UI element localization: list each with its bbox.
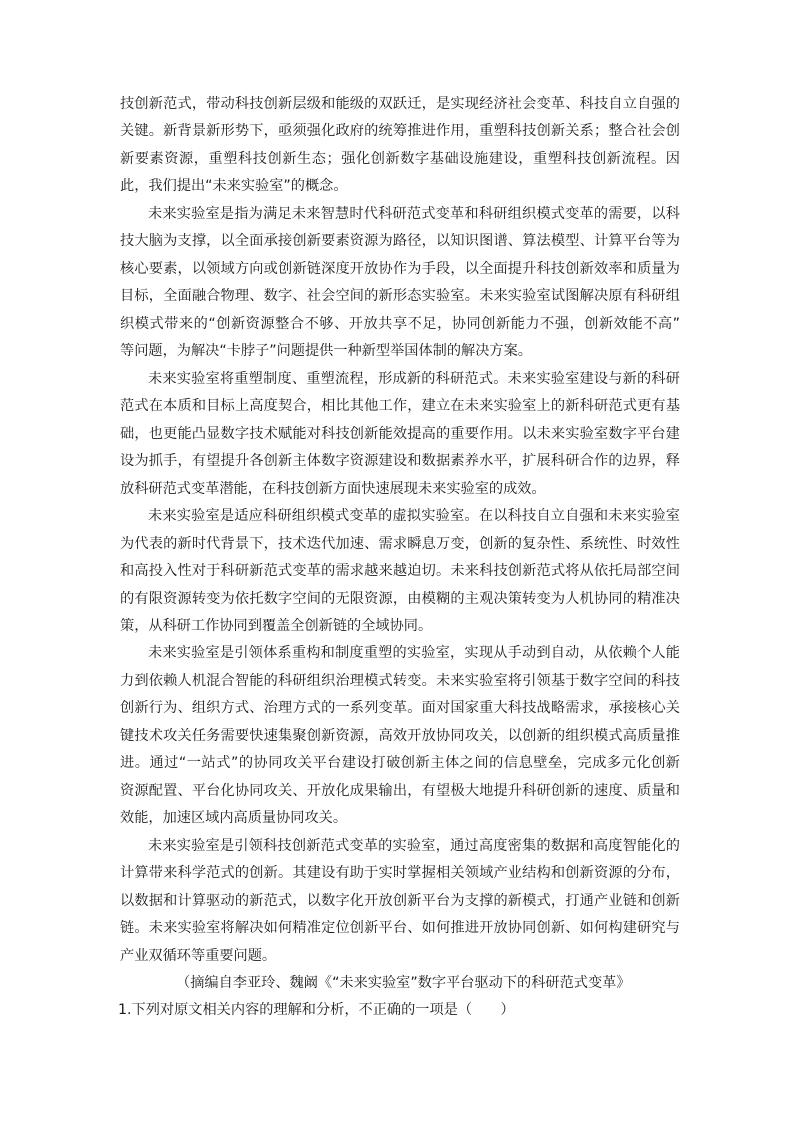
question-text: 1.下列对原文相关内容的理解和分析，不正确的一项是（ ） (118, 1002, 515, 1018)
text-line: 此，我们提出“未来实验室”的概念。 (120, 178, 348, 194)
text-line: 目标，全面融合物理、数字、社会空间的新形态实验室。未来实验室试图解决原有科研组 (120, 288, 680, 304)
text-line: 设为抓手，有望提升各创新主体数字资源建设和数据素养水平，扩展科研合作的边界，释 (120, 453, 680, 469)
text-line: 关键。新背景新形势下，亟须强化政府的统筹推进作用，重塑科技创新关系；整合社会创 (120, 123, 680, 139)
text-line: 技创新范式，带动科技创新层级和能级的双跃迁，是实现经济社会变革、科技自立自强的 (120, 96, 680, 112)
text-line: 新要素资源，重塑科技创新生态；强化创新数字基础设施建设，重塑科技创新流程。因 (120, 151, 680, 167)
text-line: 未来实验室是指为满足未来智慧时代科研范式变革和科研组织模式变革的需要，以科 (148, 206, 680, 222)
text-line: 等问题，为解决“卡脖子”问题提供一种新型举国体制的解决方案。 (120, 343, 532, 359)
text-line: 资源配置、平台化协同攻关、开放化成果输出，有望极大地提升科研创新的速度、质量和 (120, 783, 680, 799)
text-line: 技大脑为支撑，以全面承接创新要素资源为路径，以知识图谱、算法模型、计算平台等为 (120, 233, 680, 249)
text-line: 计算带来科学范式的创新。其建设有助于实时掌握相关领域产业结构和创新资源的分布， (120, 865, 680, 881)
text-line: 创新行为、组织方式、治理方式的一系列变革。面对国家重大科技战略需求，承接核心关 (120, 700, 680, 716)
text-line: 和高投入性对于科研新范式变革的需求越来越迫切。未来科技创新范式将从依托局部空间 (120, 563, 680, 579)
text-line: 为代表的新时代背景下，技术迭代加速、需求瞬息万变，创新的复杂性、系统性、时效性 (120, 536, 680, 552)
text-line: 未来实验室将重塑制度、重塑流程，形成新的科研范式。未来实验室建设与新的科研 (148, 371, 680, 387)
text-line: 键技术攻关任务需要快速集聚创新资源，高效开放协同攻关，以创新的组织模式高质量推 (120, 728, 680, 744)
text-line: 未来实验室是适应科研组织模式变革的虚拟实验室。在以科技自立自强和未来实验室 (148, 508, 680, 524)
text-line: 进。通过“一站式”的协同攻关平台建设打破创新主体之间的信息壁垒，完成多元化创新 (120, 755, 680, 771)
text-line: 放科研范式变革潜能，在科技创新方面快速展现未来实验室的成效。 (120, 481, 546, 497)
text-line: 以数据和计算驱动的新范式，以数字化开放创新平台为支撑的新模式，打通产业链和创新 (120, 893, 680, 909)
text-line: 织模式带来的“创新资源整合不够、开放共享不足，协同创新能力不强，创新效能不高” (120, 316, 680, 332)
text-line: 未来实验室是引领体系重构和制度重塑的实验室，实现从手动到自动，从依赖个人能 (148, 645, 680, 661)
text-line: 效能，加速区域内高质量协同攻关。 (120, 810, 348, 826)
text-line: 的有限资源转变为依托数字空间的无限资源，由模糊的主观决策转变为人机协同的精准决 (120, 591, 680, 607)
text-line: 策，从科研工作协同到覆盖全创新链的全域协同。 (120, 618, 433, 634)
text-line: 力到依赖人机混合智能的科研组织治理模式转变。未来实验室将引领基于数字空间的科技 (120, 673, 680, 689)
text-line: 未来实验室是引领科技创新范式变革的实验室，通过高度密集的数据和高度智能化的 (148, 838, 680, 854)
text-line: 核心要素，以领域方向或创新链深度开放协作为手段，以全面提升科技创新效率和质量为 (120, 261, 680, 277)
text-line: 链。未来实验室将解决如何精准定位创新平台、如何推进开放协同创新、如何构建研究与 (120, 920, 680, 936)
text-line: 产业双循环等重要问题。 (120, 948, 277, 964)
text-line: 础，也更能凸显数字技术赋能对科技创新能效提高的重要作用。以未来实验室数字平台建 (120, 426, 680, 442)
text-line: 范式在本质和目标上高度契合，相比其他工作，建立在未来实验室上的新科研范式更有基 (120, 398, 680, 414)
source-citation: （摘编自李亚玲、魏阚《“未来实验室”数字平台驱动下的科研范式变革》 (176, 975, 631, 991)
